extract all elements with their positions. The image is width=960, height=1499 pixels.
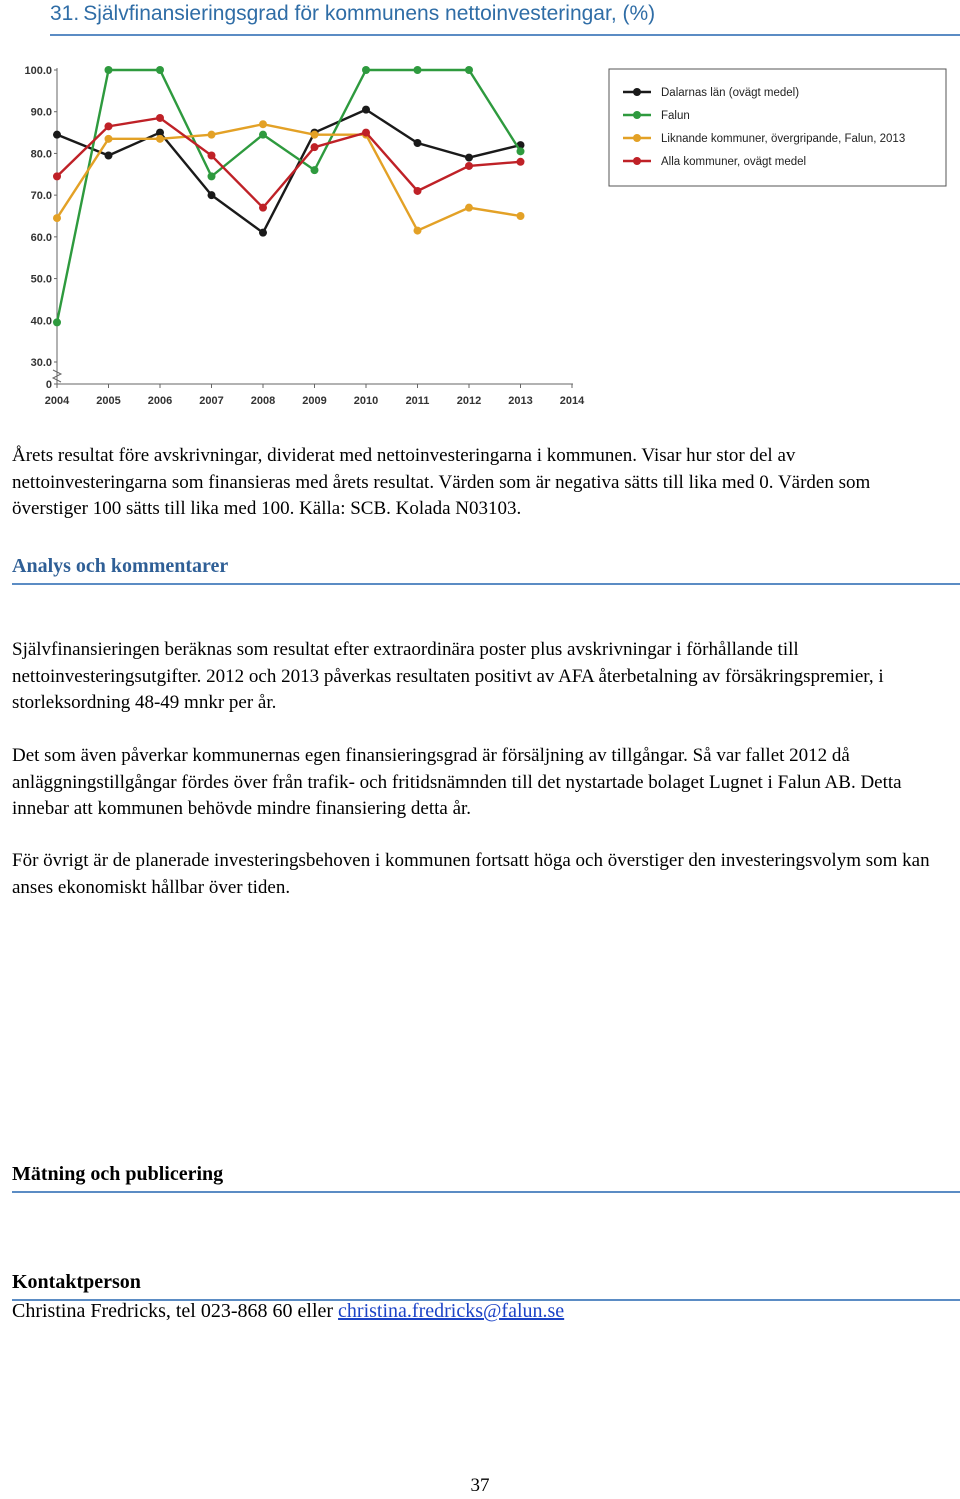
series-point [156,114,164,122]
legend-swatch-dot [633,134,641,142]
series-point [105,152,113,160]
chart-ticks [24,65,585,407]
x-tick-label: 2005 [96,395,121,407]
series-point [414,187,422,195]
contact-email-link[interactable]: christina.fredricks@falun.se [338,1300,565,1322]
chart-axes [53,68,573,384]
page-number: 37 [470,1475,490,1496]
series-point [517,212,525,220]
series-point [208,131,216,139]
contact-text: Christina Fredricks, tel 023-868 60 eller [12,1300,339,1322]
chart-caption: Årets resultat före avskrivningar, dividerat med nettoinvesteringarna i kommunen. Visar hur stor del av nettoinvesteringarna som finansieras med årets resultat. Värden som är negativa sätts till lika med 0. Värden som överstiger 100 sätts till lika med 100. Källa: SCB. Kolada N03103. [12,445,871,519]
series-point [53,214,61,222]
series-point [362,106,370,114]
y-tick-label: 90.0 [30,106,52,119]
axis-break-mark [53,370,61,382]
x-tick-label: 2007 [199,395,224,407]
heading-number: 31. [50,2,80,25]
chart-series [53,66,525,326]
series-point [517,158,525,166]
series-2 [53,66,525,326]
x-tick-label: 2008 [250,395,276,407]
series-point [208,152,216,160]
x-tick-label: 2012 [456,395,482,407]
x-tick-label: 2009 [302,395,327,407]
contact-line [12,1300,564,1323]
y-tick-label: 40.0 [30,315,52,328]
series-point [517,147,525,155]
y-tick-label: 80.0 [30,148,52,161]
series-point [105,135,113,143]
series-point [465,154,473,162]
series-line [57,110,521,233]
y-tick-label: 0 [45,379,52,391]
legend-swatch-dot [633,111,641,119]
series-point [105,66,113,74]
y-tick-label: 100.0 [24,65,52,77]
legend-label: Falun [661,110,690,122]
legend-swatch-dot [633,157,641,165]
series-point [156,135,164,143]
paragraph-analys-2: Det som även påverkar kommunernas egen finansieringsgrad är försäljning av tillgångar. Så var fallet 2012 då anläggningstillgångar fördes över från trafik- och fritidsnämnden till det nystartade bolaget Lugnet i Falun AB. Detta innebar att kommunen behövde mindre finansiering detta år. [12,745,902,819]
series-point [311,131,319,139]
y-tick-label: 50.0 [30,273,52,286]
series-point [414,139,422,147]
section-analys-heading: Analys och kommentarer [12,555,960,585]
x-tick-label: 2011 [405,395,430,407]
y-tick-label: 60.0 [30,231,52,244]
legend-label: Dalarnas län (ovägt medel) [661,87,800,99]
page-heading [50,0,960,36]
legend-swatch-dot [633,88,641,96]
section-matning-heading: Mätning och publicering [12,1163,960,1193]
x-tick-label: 2006 [147,395,173,407]
y-tick-label: 70.0 [30,190,52,203]
series-line [57,70,521,322]
series-point [105,122,113,130]
x-tick-label: 2004 [44,395,70,407]
paragraph-analys-1: Självfinansieringen beräknas som resultat efter extraordinära poster plus avskrivningar i förhållande till nettoinvesteringsutgifter. 2012 och 2013 påverkas resultaten positivt av AFA återbetalning av försäkringspremier, i storleksordning 48-49 mnkr per år. [12,639,884,713]
x-tick-label: 2014 [559,395,585,407]
series-point [465,204,473,212]
series-point [465,66,473,74]
series-point [311,143,319,151]
series-point [53,131,61,139]
legend-label: Liknande kommuner, övergripande, Falun, 2013 [661,133,906,145]
series-point [208,172,216,180]
series-point [259,204,267,212]
series-point [311,166,319,174]
y-tick-label: 30.0 [30,357,52,369]
series-1 [53,106,525,237]
series-point [53,318,61,326]
series-point [259,229,267,237]
section-kontakt-heading: Kontaktperson [12,1271,960,1301]
legend-label: Alla kommuner, ovägt medel [661,156,807,168]
series-point [414,66,422,74]
series-point [362,129,370,137]
series-point [465,162,473,170]
x-tick-label: 2010 [353,395,379,407]
paragraph-analys-3: För övrigt är de planerade investeringsbehoven i kommunen fortsatt höga och överstiger den investeringsvolym som kan anses ekonomiskt hållbar över tiden. [12,850,930,898]
series-point [414,227,422,235]
series-line [57,118,521,208]
series-point [362,66,370,74]
series-point [156,66,164,74]
line-chart [0,48,960,418]
heading-text: Självfinansieringsgrad för kommunens nettoinvesteringar, (%) [83,2,656,25]
series-point [259,120,267,128]
series-point [259,131,267,139]
series-point [53,172,61,180]
x-tick-label: 2013 [508,395,533,407]
chart-legend [609,69,946,186]
series-point [208,191,216,199]
